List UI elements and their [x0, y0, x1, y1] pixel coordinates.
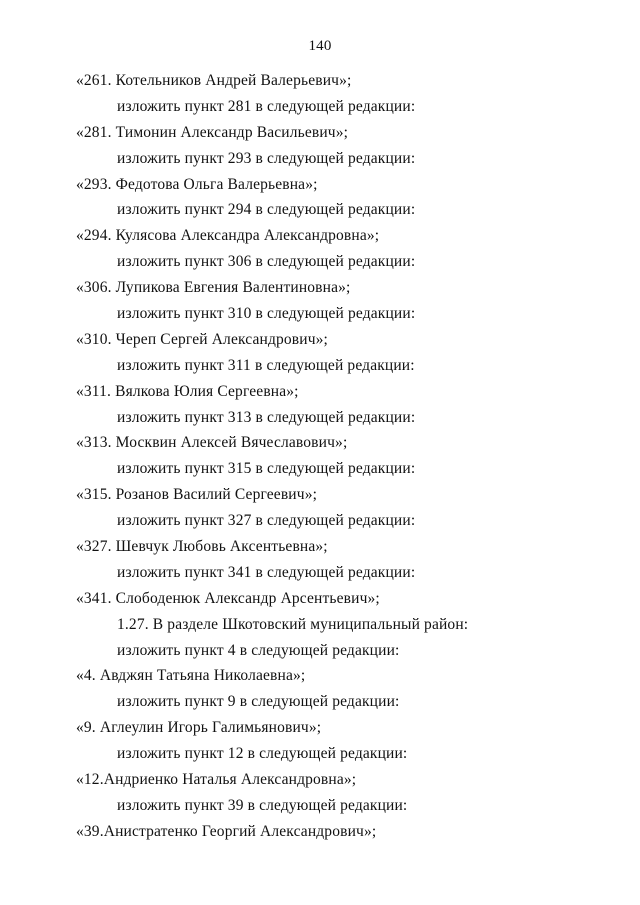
- list-entry: «4. Авджян Татьяна Николаевна»;: [76, 667, 306, 685]
- amendment-instruction: изложить пункт 39 в следующей редакции:: [117, 796, 408, 814]
- list-entry: «315. Розанов Василий Сергеевич»;: [76, 486, 318, 504]
- list-entry: «306. Лупикова Евгения Валентиновна»;: [76, 279, 351, 297]
- document-body: [0, 68, 640, 845]
- amendment-instruction: изложить пункт 310 в следующей редакции:: [117, 305, 416, 323]
- list-entry: «341. Слободенюк Александр Арсентьевич»;: [76, 589, 380, 607]
- list-entry: «313. Москвин Алексей Вячеславович»;: [76, 434, 348, 452]
- amendment-instruction: изложить пункт 311 в следующей редакции:: [117, 356, 415, 374]
- list-entry: «281. Тимонин Александр Васильевич»;: [76, 123, 349, 141]
- list-entry: «311. Вялкова Юлия Сергеевна»;: [76, 382, 299, 400]
- list-entry: «39.Анистратенко Георгий Александрович»;: [76, 822, 377, 840]
- amendment-instruction: изложить пункт 294 в следующей редакции:: [117, 201, 416, 219]
- amendment-instruction: изложить пункт 313 в следующей редакции:: [117, 408, 416, 426]
- amendment-instruction: изложить пункт 12 в следующей редакции:: [117, 745, 408, 763]
- amendment-instruction: 1.27. В разделе Шкотовский муниципальный район:: [117, 615, 469, 633]
- list-entry: «12.Андриенко Наталья Александровна»;: [76, 771, 357, 789]
- list-entry: «293. Федотова Ольга Валерьевна»;: [76, 175, 318, 193]
- amendment-instruction: изложить пункт 293 в следующей редакции:: [117, 149, 416, 167]
- page-number: 140: [308, 38, 332, 54]
- amendment-instruction: изложить пункт 281 в следующей редакции:: [117, 97, 416, 115]
- amendment-instruction: изложить пункт 9 в следующей редакции:: [117, 693, 400, 711]
- amendment-instruction: изложить пункт 4 в следующей редакции:: [117, 641, 400, 659]
- amendment-instruction: изложить пункт 306 в следующей редакции:: [117, 253, 416, 271]
- amendment-instruction: изложить пункт 327 в следующей редакции:: [117, 512, 416, 530]
- list-entry: «310. Череп Сергей Александрович»;: [76, 330, 329, 348]
- list-entry: «261. Котельников Андрей Валерьевич»;: [76, 72, 352, 89]
- amendment-instruction: изложить пункт 315 в следующей редакции:: [117, 460, 416, 478]
- list-entry: «294. Кулясова Александра Александровна»;: [76, 227, 380, 245]
- amendment-instruction: изложить пункт 341 в следующей редакции:: [117, 563, 416, 581]
- list-entry: «327. Шевчук Любовь Аксентьевна»;: [76, 538, 328, 556]
- list-entry: «9. Аглеулин Игорь Галимьянович»;: [76, 719, 322, 737]
